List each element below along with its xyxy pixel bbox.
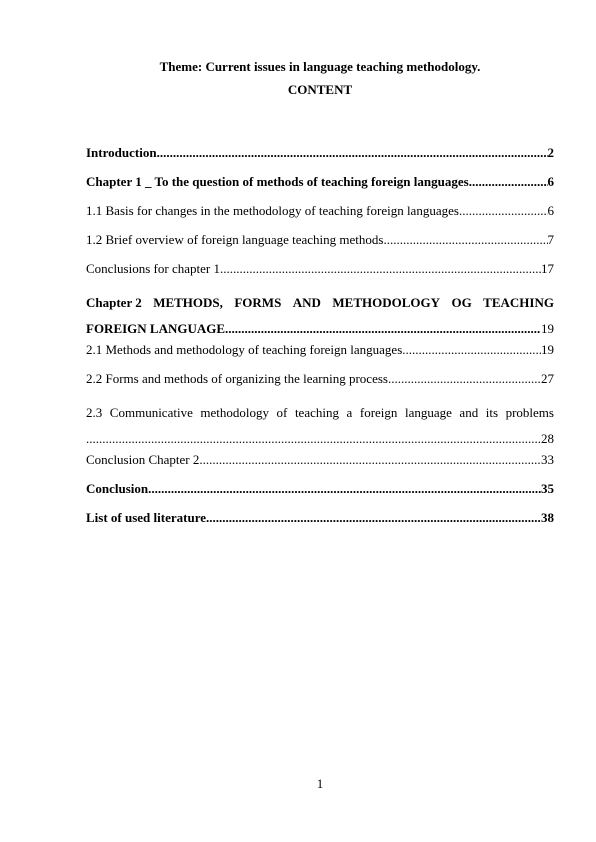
toc-leader-dots xyxy=(220,261,541,277)
title-word: language xyxy=(404,405,452,420)
title-word: Chapter 2 xyxy=(86,295,142,310)
toc-entry-title-line2 xyxy=(86,426,554,452)
toc-entry-page: 7 xyxy=(547,232,554,247)
toc-entry-literature[interactable] xyxy=(86,510,554,539)
toc-entry-title: Conclusions for chapter 1 xyxy=(86,261,220,276)
toc-entry-page: 33 xyxy=(541,452,554,467)
toc-entry-chapter-2[interactable] xyxy=(86,290,554,342)
toc-entry-conclusion[interactable] xyxy=(86,481,554,510)
toc-leader-dots xyxy=(86,426,541,452)
title-word: a xyxy=(346,405,353,420)
toc-entry-title: List of used literature xyxy=(86,510,206,525)
title-word: METHODS, xyxy=(153,295,223,310)
title-word: teaching xyxy=(294,405,339,420)
toc-entry-title: FOREIGN LANGUAGE xyxy=(86,321,226,336)
toc-entry-1-2[interactable] xyxy=(86,232,554,261)
toc-entry-title: 2.1 Methods and methodology of teaching foreign languages xyxy=(86,342,403,357)
toc-entry-page: 17 xyxy=(541,261,554,276)
toc-entry-title-line1 xyxy=(86,400,554,426)
toc-entry-page: 2 xyxy=(547,145,554,160)
toc-entry-conclusions-chapter-1[interactable] xyxy=(86,261,554,290)
toc-entry-title: Introduction xyxy=(86,145,157,160)
toc-leader-dots xyxy=(469,174,548,190)
page-number: 1 xyxy=(316,776,324,791)
toc-leader-dots xyxy=(199,452,541,468)
table-of-contents xyxy=(86,145,554,539)
content-title: CONTENT xyxy=(287,82,353,97)
toc-entry-title: 1.1 Basis for changes in the methodology of teaching foreign languages xyxy=(86,203,459,218)
toc-entry-title: Chapter 1 _ To the question of methods of teaching foreign languages xyxy=(86,174,469,189)
toc-entry-page: 6 xyxy=(547,174,554,189)
title-word: OG xyxy=(451,295,472,310)
toc-entry-2-3[interactable] xyxy=(86,400,554,452)
toc-entry-page: 27 xyxy=(541,371,554,386)
toc-entry-conclusion-chapter-2[interactable] xyxy=(86,452,554,481)
title-word: foreign xyxy=(359,405,398,420)
toc-entry-page: 6 xyxy=(547,203,554,218)
title-word: FORMS xyxy=(234,295,282,310)
toc-entry-2-1[interactable] xyxy=(86,342,554,371)
toc-leader-dots xyxy=(148,481,541,497)
toc-entry-introduction[interactable] xyxy=(86,145,554,174)
title-word: problems xyxy=(505,405,554,420)
toc-leader-dots xyxy=(225,316,541,342)
toc-entry-title: Conclusion Chapter 2 xyxy=(86,452,200,467)
title-word: 2.3 xyxy=(86,405,103,420)
toc-entry-title: 1.2 Brief overview of foreign language teaching methods xyxy=(86,232,384,247)
toc-entry-page: 28 xyxy=(541,431,554,446)
toc-leader-dots xyxy=(459,203,548,219)
title-word: TEACHING xyxy=(483,295,554,310)
toc-entry-chapter-1[interactable] xyxy=(86,174,554,203)
toc-entry-2-2[interactable] xyxy=(86,371,554,400)
toc-entry-page: 38 xyxy=(541,510,554,525)
title-word: methodology xyxy=(200,405,269,420)
title-word: and xyxy=(459,405,479,420)
toc-entry-page: 19 xyxy=(541,342,554,357)
title-word: its xyxy=(485,405,499,420)
title-word: METHODOLOGY xyxy=(332,295,441,310)
toc-entry-1-1[interactable] xyxy=(86,203,554,232)
toc-entry-title: 2.2 Forms and methods of organizing the learning process xyxy=(86,371,388,386)
title-word: AND xyxy=(292,295,321,310)
title-word: Communicative xyxy=(109,405,193,420)
toc-entry-title-line1 xyxy=(86,290,554,316)
toc-entry-title-line2 xyxy=(86,316,554,342)
toc-leader-dots xyxy=(157,145,548,161)
toc-entry-page: 19 xyxy=(541,321,554,336)
toc-leader-dots xyxy=(402,342,541,358)
toc-entry-page: 35 xyxy=(541,481,554,496)
toc-entry-title: Conclusion xyxy=(86,481,149,496)
toc-leader-dots xyxy=(206,510,541,526)
toc-leader-dots xyxy=(383,232,547,248)
theme-heading: Theme: Current issues in language teaching methodology. xyxy=(159,59,481,74)
toc-leader-dots xyxy=(388,371,541,387)
title-word: of xyxy=(276,405,288,420)
